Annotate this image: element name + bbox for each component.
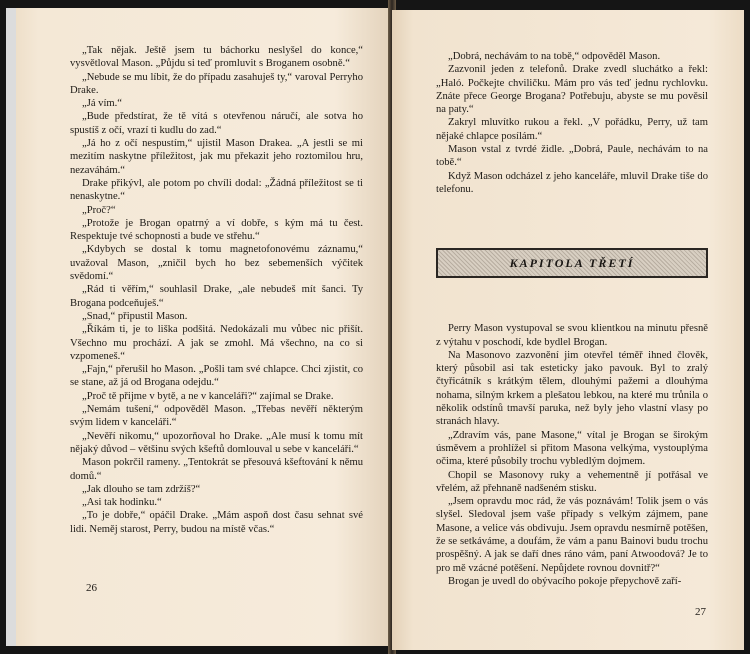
paragraph: „Nevěří nikomu,“ upozorňoval ho Drake. „Ale musí k tomu mít nějaký důvod – většinu svých kšeftů domlouval u sebe v kanceláři.“ (70, 430, 363, 455)
right-page-number: 27 (695, 606, 706, 618)
paragraph: „Rád ti věřím,“ souhlasil Drake, „ale nebudeš mít šanci. Ty Brogana podceňuješ.“ (70, 284, 363, 309)
paragraph: „Já ho z očí nespustím,“ ujistil Mason Drakea. „A jestli se mi mezitím naskytne příležitost, jak mu překazit jeho roztomilou hru, nezaváhám.“ (70, 138, 363, 176)
right-page (392, 10, 744, 650)
left-page-number: 26 (86, 582, 97, 594)
paragraph: Zakryl mluvítko rukou a řekl. „V pořádku, Perry, už tam nějaké chlapce posílám.“ (436, 117, 708, 142)
paragraph: „Protože je Brogan opatrný a ví dobře, s kým má tu čest. Respektuje tvé schopnosti a bude ve střehu.“ (70, 217, 363, 243)
paragraph: „Asi tak hodinku.“ (82, 497, 162, 509)
paragraph: Perry Mason vystupoval se svou klientkou na minutu přesně z výtahu v poschodí, kde bydlel Brogan. (436, 323, 708, 348)
paragraph: „Proč tě přijme v bytě, a ne v kanceláři?“ zajímal se Drake. (82, 390, 334, 402)
paragraph: „Bude předstírat, že tě vítá s otevřenou náručí, ale sotva ho spustíš z očí, vrazí ti kudlu do zad.“ (70, 111, 363, 136)
left-page (6, 8, 391, 646)
paragraph: „Proč?“ (82, 204, 116, 216)
paragraph: Drake přikývl, ale potom po chvíli dodal: „Žádná příležitost se ti nenaskytne.“ (70, 177, 363, 203)
paragraph: „Jak dlouho se tam zdržíš?“ (82, 483, 201, 495)
paragraph: „To je dobře,“ opáčil Drake. „Mám aspoň dost času sehnat své lidi. Neměj starost, Perry, budou na místě včas.“ (70, 510, 363, 535)
right-page-text-before (436, 50, 708, 196)
paragraph: „Fajn,“ přerušil ho Mason. „Pošli tam své chlapce. Chci zjistit, co se stane, až já od Brogana odejdu.“ (70, 364, 363, 389)
paragraph: „Já vím.“ (82, 98, 123, 110)
paragraph: „Dobrá, nechávám to na tobě,“ odpověděl Mason. (448, 51, 661, 62)
right-page-text-after (436, 322, 708, 588)
paragraph: Mason vstal z tvrdé židle. „Dobrá, Paule, nechávám to na tobě.“ (436, 144, 708, 169)
paragraph: Když Mason odcházel z jeho kanceláře, mluvil Drake tiše do telefonu. (436, 170, 708, 195)
left-page-text (70, 44, 363, 536)
paragraph: „Kdybych se dostal k tomu magnetofonovému záznamu,“ uvažoval Mason, „zničil bych ho bez sebemenších výčitek svědomí.“ (70, 244, 363, 283)
chapter-title: KAPITOLA TŘETÍ (509, 255, 635, 270)
paragraph: „Jsem opravdu moc rád, že vás poznávám! Tolik jsem o vás slyšel. Sledoval jsem vaše případy s velkým zájmem, pane Masone, a velice vás obdivuju. Jsem opravdu nesmírně potěšen, že se setkáváme, a doufám, že vám a panu Bainovi budu trochu prospěšný. A jak se daří dnes ráno vám, paní Atwoodová? Je to pro mě vzácné potěšení. Nepůjdete rovnou dovnitř?“ (436, 496, 708, 574)
chapter-heading-box (436, 248, 708, 278)
paragraph: „Říkám ti, je to liška podšitá. Nedokázali mu vůbec nic přišít. Všechno mu prochází. A jak se zmohl. Má všechno, na co si vzpomeneš.“ (70, 324, 363, 362)
paragraph: „Snad,“ připustil Mason. (82, 310, 188, 322)
paragraph: „Tak nějak. Ještě jsem tu báchorku neslyšel do konce,“ vysvětloval Mason. „Půjdu si teď promluvit s Broganem osobně.“ (70, 45, 363, 70)
paragraph: „Zdravím vás, pane Masone,“ vítal je Brogan se širokým úsměvem a prohlížel si přitom Masona velkýma, vystouplýma očima, které působily trochu vybledlým dojmem. (436, 429, 708, 468)
paragraph: Mason pokrčil rameny. „Tentokrát se přesouvá kšeftování k němu domů.“ (70, 457, 363, 482)
paragraph: „Nemám tušení,“ odpověděl Mason. „Třebas nevěří některým svým lidem v kanceláři.“ (70, 404, 363, 429)
paragraph: „Nebude se mu líbit, že do případu zasahuješ ty,“ varoval Perryho Drake. (70, 71, 363, 96)
paragraph: Chopil se Masonovy ruky a vehementně jí potřásal ve vřelém, až přehnaně nadšeném stisku. (436, 469, 708, 494)
paragraph: Na Masonovo zazvonění jim otevřel téměř ihned člověk, který působil asi tak esteticky jako pavouk. Byl to zralý čtyřicátník s krátkým tělem, dlouhými pažemi a dlouhýma nohama, silným krkem a plešatou lebkou, na které mu trůnila o několik odstínů tmavší paruka, než byly jeho vlastní vlasy po stranách hlavy. (436, 349, 708, 428)
paragraph: Brogan je uvedl do obývacího pokoje přepychově zaří- (448, 575, 682, 587)
paragraph: Zazvonil jeden z telefonů. Drake zvedl sluchátko a řekl: „Haló. Počkejte chviličku. Mám pro vás teď jednu rychlovku. Znáte přece George Brogana? Potřebuju, abyste se mu pověsil na paty.“ (436, 64, 708, 116)
